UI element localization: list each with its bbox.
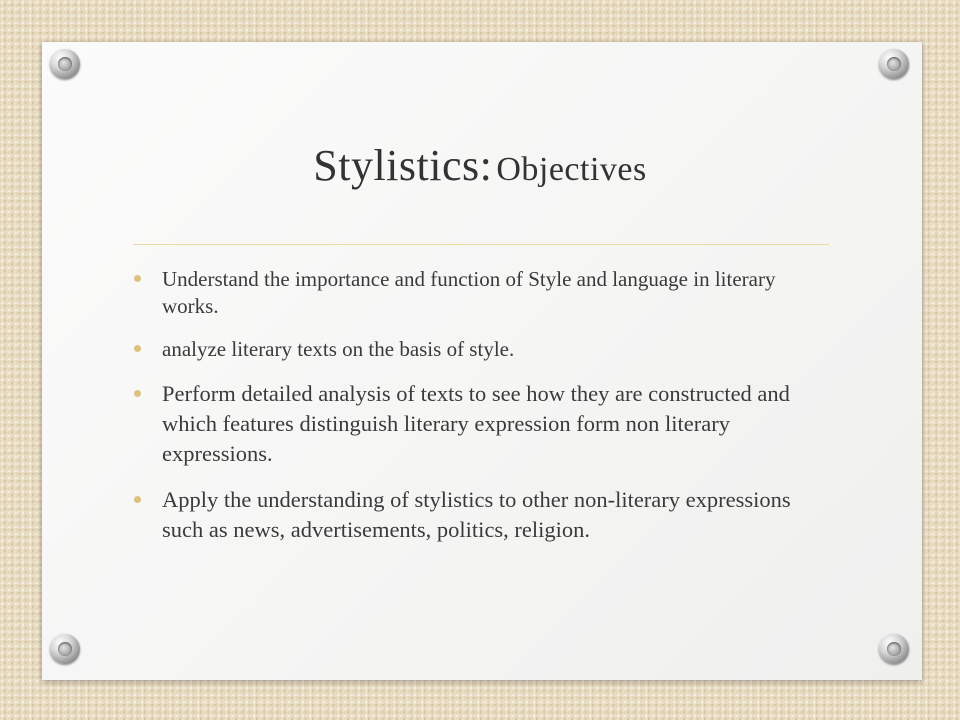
bullet-text: analyze literary texts on the basis of style. [162, 337, 515, 361]
title-sub: Objectives [496, 151, 647, 188]
grommet-top-left [50, 49, 80, 79]
bullet-dot-icon [134, 275, 141, 282]
bullet-text: Perform detailed analysis of texts to see how they are constructed and which features distinguish literary expression form non literary expressions. [162, 381, 790, 466]
bullet-dot-icon [134, 390, 141, 397]
bullet-text: Apply the understanding of stylistics to other non-literary expressions such as news, advertisements, politics, religion. [162, 487, 791, 542]
grommet-top-right [879, 49, 909, 79]
bullet-dot-icon [134, 345, 141, 352]
bullet-item [130, 266, 830, 320]
bullet-dot-icon [134, 496, 141, 503]
title-divider [133, 244, 829, 245]
title-main: Stylistics: [313, 141, 493, 190]
slide-title [0, 140, 960, 191]
bullet-item [130, 336, 830, 363]
grommet-bottom-left [50, 634, 80, 664]
grommet-bottom-right [879, 634, 909, 664]
bullet-text: Understand the importance and function of Style and language in literary works. [162, 267, 776, 318]
bullet-item [130, 379, 830, 469]
bullet-item [130, 485, 830, 545]
objectives-list [130, 266, 830, 545]
